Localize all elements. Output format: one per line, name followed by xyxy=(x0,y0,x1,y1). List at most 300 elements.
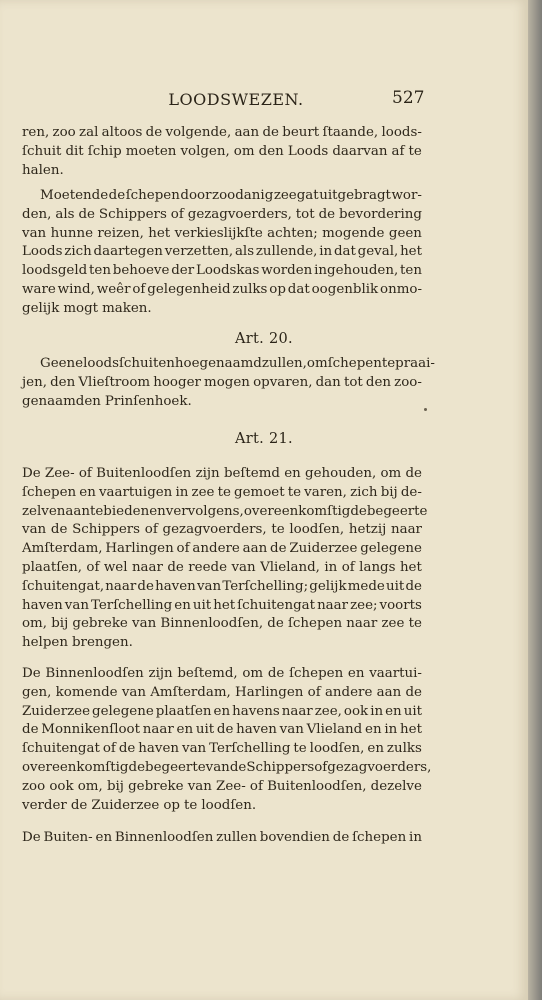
word: hoegenaamd xyxy=(174,356,262,371)
word: zoo xyxy=(22,778,46,794)
word: zulks xyxy=(386,741,422,757)
word: begeerte xyxy=(366,503,428,519)
word: ſchuitengat xyxy=(237,597,316,613)
word: Loodskas xyxy=(195,263,260,279)
word: van xyxy=(205,759,230,775)
word: ware xyxy=(22,281,56,297)
word: uit xyxy=(386,578,405,594)
word: en xyxy=(176,722,194,738)
word: mede xyxy=(347,578,385,594)
word: ſtaande, xyxy=(322,125,379,140)
word: en xyxy=(95,830,113,845)
word: overeenkomſtig xyxy=(243,503,351,519)
word: zoodanig xyxy=(212,188,274,203)
paragraph-1 xyxy=(22,124,422,180)
word: gebreke xyxy=(72,616,128,632)
text-line xyxy=(22,465,422,484)
word: zal xyxy=(79,125,99,140)
word: van xyxy=(279,722,304,738)
word: en xyxy=(367,741,384,757)
word: gezagvoerders, xyxy=(187,206,292,222)
word: Vlieland xyxy=(306,722,363,738)
word: de xyxy=(22,722,39,738)
word: de xyxy=(70,797,88,813)
word: Terſchelling xyxy=(209,741,291,757)
paragraph-3 xyxy=(22,355,435,411)
text-line xyxy=(22,578,422,597)
word: uit xyxy=(195,722,215,738)
word: ſchip xyxy=(87,143,122,159)
word: te xyxy=(408,616,422,632)
word: van xyxy=(22,225,47,241)
word: tot xyxy=(343,374,363,390)
word: ſchepen xyxy=(327,356,382,371)
word: zee xyxy=(381,616,405,632)
word: dat xyxy=(333,244,356,260)
word: ſchepen xyxy=(287,616,343,632)
word: om xyxy=(233,143,255,159)
word: ſchuitengat xyxy=(22,741,100,757)
word: mogt xyxy=(63,300,99,316)
word: in xyxy=(384,722,398,738)
text-line xyxy=(22,721,422,740)
word: het xyxy=(399,559,422,575)
article-heading-20: Art. 20. xyxy=(235,331,293,347)
text-line xyxy=(22,521,422,540)
word: af xyxy=(391,143,405,159)
word: ten xyxy=(400,263,422,279)
word: of xyxy=(86,559,100,575)
text-line xyxy=(22,393,422,412)
word: ſchepen xyxy=(125,188,180,203)
text-line xyxy=(22,300,422,319)
word: gezagvoerders, xyxy=(327,759,432,775)
word: ſchuit xyxy=(22,143,62,159)
word: de xyxy=(167,559,184,575)
word: Buitenloodſen xyxy=(96,466,192,481)
word: uitgebragt xyxy=(319,188,391,203)
word: havens xyxy=(232,703,280,719)
page-header xyxy=(0,88,528,112)
word: de xyxy=(405,466,422,481)
word: der xyxy=(171,263,195,279)
word: of xyxy=(307,684,321,700)
word: de xyxy=(405,578,422,594)
word: de xyxy=(229,759,247,775)
word: reede xyxy=(188,559,228,575)
word: en xyxy=(385,703,402,719)
word: de xyxy=(267,616,284,632)
word: De xyxy=(22,666,41,681)
word: den xyxy=(50,374,76,390)
word: Buitenloodſen, xyxy=(267,778,367,794)
word: te xyxy=(408,143,422,159)
word: te xyxy=(271,522,285,538)
word: helpen xyxy=(22,635,68,651)
word: haven xyxy=(236,722,277,738)
word: of xyxy=(144,522,158,538)
text-line xyxy=(22,262,422,281)
word: de xyxy=(332,830,350,845)
word: verkieslijkſte xyxy=(174,225,263,241)
word: Zuiderzee xyxy=(289,541,358,557)
word: halen. xyxy=(22,162,64,178)
word: jen, xyxy=(22,374,47,390)
text-line xyxy=(22,634,422,653)
word: voorts xyxy=(379,597,422,613)
text-line xyxy=(22,187,422,206)
word: andere xyxy=(324,684,373,700)
word: om, xyxy=(77,778,103,794)
word: aan xyxy=(65,503,90,519)
word: beſtemd xyxy=(223,466,280,481)
word: Schippers xyxy=(246,759,315,775)
word: Binnenloodſen, xyxy=(160,616,264,632)
word: ren, xyxy=(22,125,50,140)
word: bevordering xyxy=(339,206,422,222)
word: begeerte xyxy=(145,759,206,775)
word: van xyxy=(132,616,157,632)
paper-spot xyxy=(424,408,427,411)
word: of xyxy=(249,778,263,794)
word: Schippers xyxy=(72,522,141,538)
word: onmo- xyxy=(380,281,422,297)
word: Terſchelling xyxy=(90,597,173,613)
word: geen xyxy=(388,225,422,241)
word: van xyxy=(121,684,146,700)
text-line xyxy=(22,281,422,300)
word: achten; xyxy=(267,225,318,241)
word: geval, xyxy=(357,244,399,260)
word: den xyxy=(365,374,392,390)
word: zijn xyxy=(195,466,220,481)
word: hooger xyxy=(153,374,201,390)
word: gelijk xyxy=(309,578,347,594)
word: zee xyxy=(191,484,215,500)
word: oogenblik xyxy=(311,281,379,297)
word: plaatſen xyxy=(155,703,212,719)
word: mogen xyxy=(204,374,250,390)
text-line xyxy=(22,503,428,522)
word: zee; xyxy=(350,597,378,613)
word: en xyxy=(149,503,166,519)
word: naar xyxy=(281,703,313,719)
word: andere xyxy=(192,541,240,557)
word: behoeve xyxy=(112,263,170,279)
word: loods- xyxy=(381,125,422,140)
word: de xyxy=(262,125,279,140)
word: wor- xyxy=(391,188,422,203)
word: zoo xyxy=(52,125,76,140)
word: zelven xyxy=(22,503,66,519)
word: te xyxy=(381,356,396,371)
word: ſchepen xyxy=(352,830,407,845)
word: naar xyxy=(346,616,378,632)
word: verzetten, xyxy=(164,244,234,260)
word: ook xyxy=(343,703,369,719)
word: Harlingen xyxy=(105,541,174,557)
word: haven xyxy=(155,578,196,594)
word: brengen. xyxy=(71,635,133,651)
text-line xyxy=(22,143,422,162)
text-line xyxy=(22,797,422,816)
word: gemoet xyxy=(234,484,285,500)
word: Terſchelling; xyxy=(222,578,309,594)
word: zullen xyxy=(216,830,257,845)
word: dit xyxy=(65,143,84,159)
word: gehouden, xyxy=(305,466,377,481)
word: de xyxy=(405,684,422,700)
word: zijn xyxy=(148,666,173,681)
word: naar xyxy=(142,722,174,738)
word: bij xyxy=(106,778,124,794)
word: volgen, xyxy=(180,143,230,159)
word: Binnenloodſen xyxy=(45,666,144,681)
word: het xyxy=(400,722,422,738)
text-line xyxy=(22,665,422,684)
word: op xyxy=(163,797,180,813)
text-line xyxy=(22,124,422,143)
word: in xyxy=(319,244,333,260)
word: de xyxy=(128,759,145,775)
word: van xyxy=(182,741,207,757)
word: worden xyxy=(261,263,313,279)
word: Moetende xyxy=(40,188,109,203)
word: Geene xyxy=(40,356,84,371)
word: in xyxy=(175,484,189,500)
word: om, xyxy=(22,616,48,632)
word: den, xyxy=(22,206,52,222)
word: van xyxy=(231,559,256,575)
word: Zuiderzee xyxy=(22,703,91,719)
word: wind, xyxy=(57,281,95,297)
word: maken. xyxy=(102,300,152,316)
word: gebreke xyxy=(128,778,184,794)
word: zoo- xyxy=(394,374,422,390)
word: zich xyxy=(350,484,378,500)
word: gelijk xyxy=(22,300,60,316)
text-line xyxy=(22,615,422,634)
word: vaartui- xyxy=(369,666,422,681)
word: den xyxy=(258,143,284,159)
word: dat xyxy=(287,281,310,297)
word: bij xyxy=(380,484,398,500)
word: dan xyxy=(315,374,341,390)
word: en xyxy=(213,703,231,719)
word: of xyxy=(314,759,328,775)
word: de- xyxy=(400,484,422,500)
text-line xyxy=(22,243,422,262)
text-line xyxy=(22,559,422,578)
word: Monnikenſloot xyxy=(41,722,140,738)
word: te xyxy=(217,484,231,500)
word: komende xyxy=(55,684,118,700)
text-line xyxy=(22,484,422,503)
word: uit xyxy=(192,597,212,613)
word: Amſterdam, xyxy=(22,541,103,557)
word: Vlieland, xyxy=(260,559,320,575)
word: dezelve xyxy=(370,778,422,794)
word: Loods xyxy=(22,244,63,260)
paragraph-4 xyxy=(22,465,428,653)
word: Amſterdam, xyxy=(150,684,231,700)
word: loodsſchuiten xyxy=(83,356,175,371)
word: naar xyxy=(105,578,137,594)
word: Buiten- xyxy=(43,830,93,845)
word: zich xyxy=(64,244,92,260)
running-title: LOODSWEZEN. xyxy=(168,90,304,109)
word: beſtemd, xyxy=(177,666,238,681)
text-line xyxy=(22,225,422,244)
word: van xyxy=(187,778,212,794)
word: te xyxy=(184,797,198,813)
word: de xyxy=(270,541,287,557)
word: door xyxy=(180,188,212,203)
word: Zee- xyxy=(44,466,75,481)
word: beurt xyxy=(282,125,320,140)
word: op xyxy=(269,281,286,297)
text-line xyxy=(22,778,422,797)
word: en xyxy=(347,666,365,681)
word: om xyxy=(380,466,402,481)
word: ingehouden, xyxy=(314,263,399,279)
word: het xyxy=(400,244,422,260)
word: bij xyxy=(51,616,69,632)
text-line xyxy=(22,759,432,778)
text-line xyxy=(22,740,422,759)
text-line xyxy=(22,684,422,703)
word: volgende, xyxy=(165,125,232,140)
word: de xyxy=(118,741,136,757)
word: vaartuigen xyxy=(98,484,173,500)
word: haven xyxy=(22,597,63,613)
word: verder xyxy=(22,797,67,813)
article-heading-21: Art. 21. xyxy=(235,431,293,447)
word: de xyxy=(137,578,154,594)
text-line xyxy=(22,162,422,181)
word: de xyxy=(216,722,234,738)
word: Zee- xyxy=(216,778,246,794)
word: zullen, xyxy=(261,356,307,371)
paragraph-2 xyxy=(22,187,422,319)
word: te xyxy=(89,503,104,519)
word: daartegen xyxy=(93,244,163,260)
word: de xyxy=(318,206,336,222)
word: Schippers xyxy=(98,206,167,222)
word: om xyxy=(306,356,328,371)
word: zullende, xyxy=(255,244,318,260)
word: tot xyxy=(295,206,315,222)
word: als xyxy=(234,244,255,260)
page-number: 527 xyxy=(392,88,425,108)
word: opvaren, xyxy=(253,374,313,390)
word: overeenkomſtig xyxy=(22,759,129,775)
text-line xyxy=(22,597,422,616)
word: De xyxy=(22,466,41,481)
word: hunne xyxy=(50,225,93,241)
word: plaatſen, xyxy=(22,559,82,575)
word: gen, xyxy=(22,684,52,700)
text-line xyxy=(22,829,422,848)
word: de xyxy=(78,206,95,222)
word: reizen, xyxy=(97,225,144,241)
word: langs xyxy=(359,559,396,575)
word: of xyxy=(102,741,116,757)
word: Loods xyxy=(287,143,329,159)
word: aan xyxy=(376,684,402,700)
word: daarvan xyxy=(332,143,388,159)
word: De xyxy=(22,830,41,845)
word: de xyxy=(267,666,285,681)
word: wel xyxy=(103,559,128,575)
word: of xyxy=(78,466,92,481)
word: bovendien xyxy=(259,830,330,845)
word: gelegenheid xyxy=(147,281,231,297)
word: van xyxy=(22,522,47,538)
word: gelegene xyxy=(360,541,422,557)
word: aan xyxy=(242,541,268,557)
word: van xyxy=(64,597,89,613)
word: in xyxy=(370,703,384,719)
word: uit xyxy=(403,703,422,719)
word: van xyxy=(196,578,222,594)
page-edge-shadow xyxy=(528,0,542,1000)
word: haven xyxy=(138,741,180,757)
word: of xyxy=(176,541,190,557)
word: ten xyxy=(89,263,111,279)
word: Vlieſtroom xyxy=(78,374,151,390)
paragraph-5 xyxy=(22,665,432,815)
word: aan xyxy=(234,125,260,140)
word: en xyxy=(79,484,96,500)
text-line xyxy=(22,540,422,559)
word: naar xyxy=(317,597,349,613)
word: Prinſenhoek. xyxy=(104,393,192,409)
word: loodsgeld xyxy=(22,263,88,279)
word: de xyxy=(50,522,68,538)
word: genaamden xyxy=(22,393,101,409)
word: altoos xyxy=(101,125,143,140)
text-line xyxy=(22,206,422,225)
text-line xyxy=(22,703,422,722)
word: en xyxy=(174,597,191,613)
word: mogende xyxy=(322,225,385,241)
word: loodſen. xyxy=(201,797,257,813)
word: gelegene xyxy=(92,703,154,719)
word: naar xyxy=(131,559,163,575)
word: naar xyxy=(390,522,422,538)
word: vervolgens, xyxy=(165,503,244,519)
word: het xyxy=(148,225,171,241)
word: in xyxy=(409,830,422,845)
word: de xyxy=(145,125,163,140)
word: zulks xyxy=(232,281,268,297)
word: Zuiderzee xyxy=(91,797,160,813)
word: de xyxy=(350,503,367,519)
word: bieden xyxy=(103,503,150,519)
word: gezagvoerders, xyxy=(162,522,267,538)
word: ſchepen xyxy=(289,666,344,681)
word: het xyxy=(213,597,236,613)
word: de xyxy=(108,188,126,203)
word: of xyxy=(132,281,146,297)
word: en xyxy=(365,722,382,738)
paragraph-6 xyxy=(22,829,422,848)
word: of xyxy=(341,559,355,575)
word: hetzij xyxy=(348,522,387,538)
word: ook xyxy=(49,778,74,794)
word: of xyxy=(170,206,184,222)
